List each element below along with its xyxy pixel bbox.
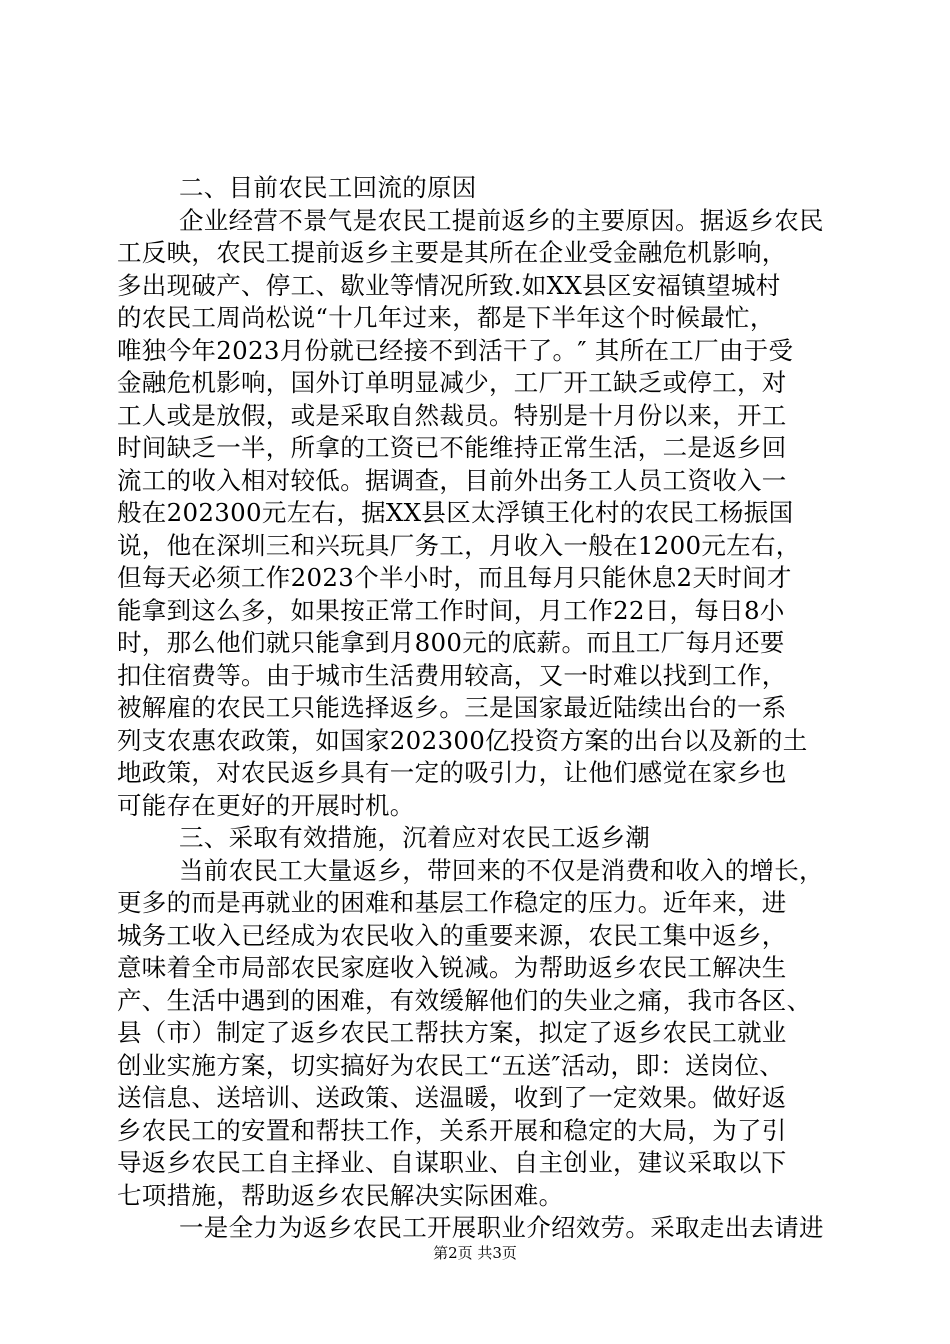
- text-line: 般在202300元左右，据XX县区太浮镇王化村的农民工杨振国: [117, 498, 794, 527]
- page-footer: 第2页 共3页: [433, 1244, 517, 1262]
- text-line: 工人或是放假，或是采取自然裁员。特别是十月份以来，开工: [117, 400, 787, 430]
- text-line: 县（市）制定了返乡农民工帮扶方案，拟定了返乡农民工就业: [117, 1018, 787, 1047]
- text-line: 送信息、送培训、送政策、送温暖，收到了一定效果。做好返: [117, 1083, 787, 1112]
- text-line: 多出现破产、停工、歇业等情况所致.如XX县区安福镇望城村: [117, 270, 781, 300]
- text-line: 乡农民工的安置和帮扶工作，关系开展和稳定的大局，为了引: [117, 1115, 787, 1145]
- document-body: [117, 172, 832, 1245]
- text-line: 金融危机影响，国外订单明显减少，工厂开工缺乏或停工，对: [117, 368, 787, 397]
- text-line: 流工的收入相对较低。据调查，目前外出务工人员工资收入一: [117, 465, 787, 495]
- text-line: 七项措施，帮助返乡农民解决实际困难。: [117, 1180, 564, 1210]
- text-line: 更多的而是再就业的困难和基层工作稳定的压力。近年来，进: [117, 888, 787, 917]
- text-line: 可能存在更好的开展时机。: [117, 790, 415, 820]
- text-line: 被解雇的农民工只能选择返乡。三是国家最近陆续出台的一系: [117, 693, 787, 722]
- text-line: 说，他在深圳三和兴玩具厂务工，月收入一般在1200元左右，: [117, 530, 801, 560]
- text-line: 城务工收入已经成为农民收入的重要来源，农民工集中返乡，: [117, 920, 787, 950]
- text-line: 地政策，对农民返乡具有一定的吸引力，让他们感觉在家乡也: [117, 758, 787, 787]
- text-line: 唯独今年2023月份就已经接不到活干了。″ 其所在工厂由于受: [117, 335, 794, 365]
- text-line: 但每天必须工作2023个半小时，而且每月只能休息2天时间才: [117, 563, 792, 592]
- text-line: 创业实施方案，切实搞好为农民工“五送″活动，即：送岗位、: [117, 1050, 785, 1080]
- text-line: 意味着全市局部农民家庭收入锐减。为帮助返乡农民工解决生: [117, 953, 787, 982]
- text-line: 导返乡农民工自主择业、自谋职业、自主创业，建议采取以下: [117, 1148, 787, 1177]
- text-line: 扣住宿费等。由于城市生活费用较高，又一时难以找到工作，: [117, 660, 787, 690]
- text-line: 三、采取有效措施，沉着应对农民工返乡潮: [179, 823, 651, 852]
- text-line: 能拿到这么多，如果按正常工作时间，月工作22日，每日8小: [117, 595, 785, 625]
- text-line: 产、生活中遇到的困难，有效缓解他们的失业之痛，我市各区、: [117, 985, 812, 1015]
- text-line: 时，那么他们就只能拿到月800元的底薪。而且工厂每月还要: [117, 628, 785, 657]
- text-line: 的农民工周尚松说“十几年过来，都是下半年这个时候最忙，: [117, 303, 775, 332]
- text-line: 企业经营不景气是农民工提前返乡的主要原因。据返乡农民: [179, 205, 824, 235]
- text-line: 时间缺乏一半，所拿的工资已不能维持正常生活，二是返乡回: [117, 433, 787, 462]
- text-line: 当前农民工大量返乡，带回来的不仅是消费和收入的增长，: [179, 855, 824, 885]
- text-line: 二、目前农民工回流的原因: [179, 173, 477, 202]
- text-line: 工反映，农民工提前返乡主要是其所在企业受金融危机影响，: [117, 238, 787, 267]
- text-line: 列支农惠农政策，如国家202300亿投资方案的出台以及新的土: [117, 725, 808, 755]
- text-line: 一是全力为返乡农民工开展职业介绍效劳。采取走出去请进: [179, 1213, 824, 1242]
